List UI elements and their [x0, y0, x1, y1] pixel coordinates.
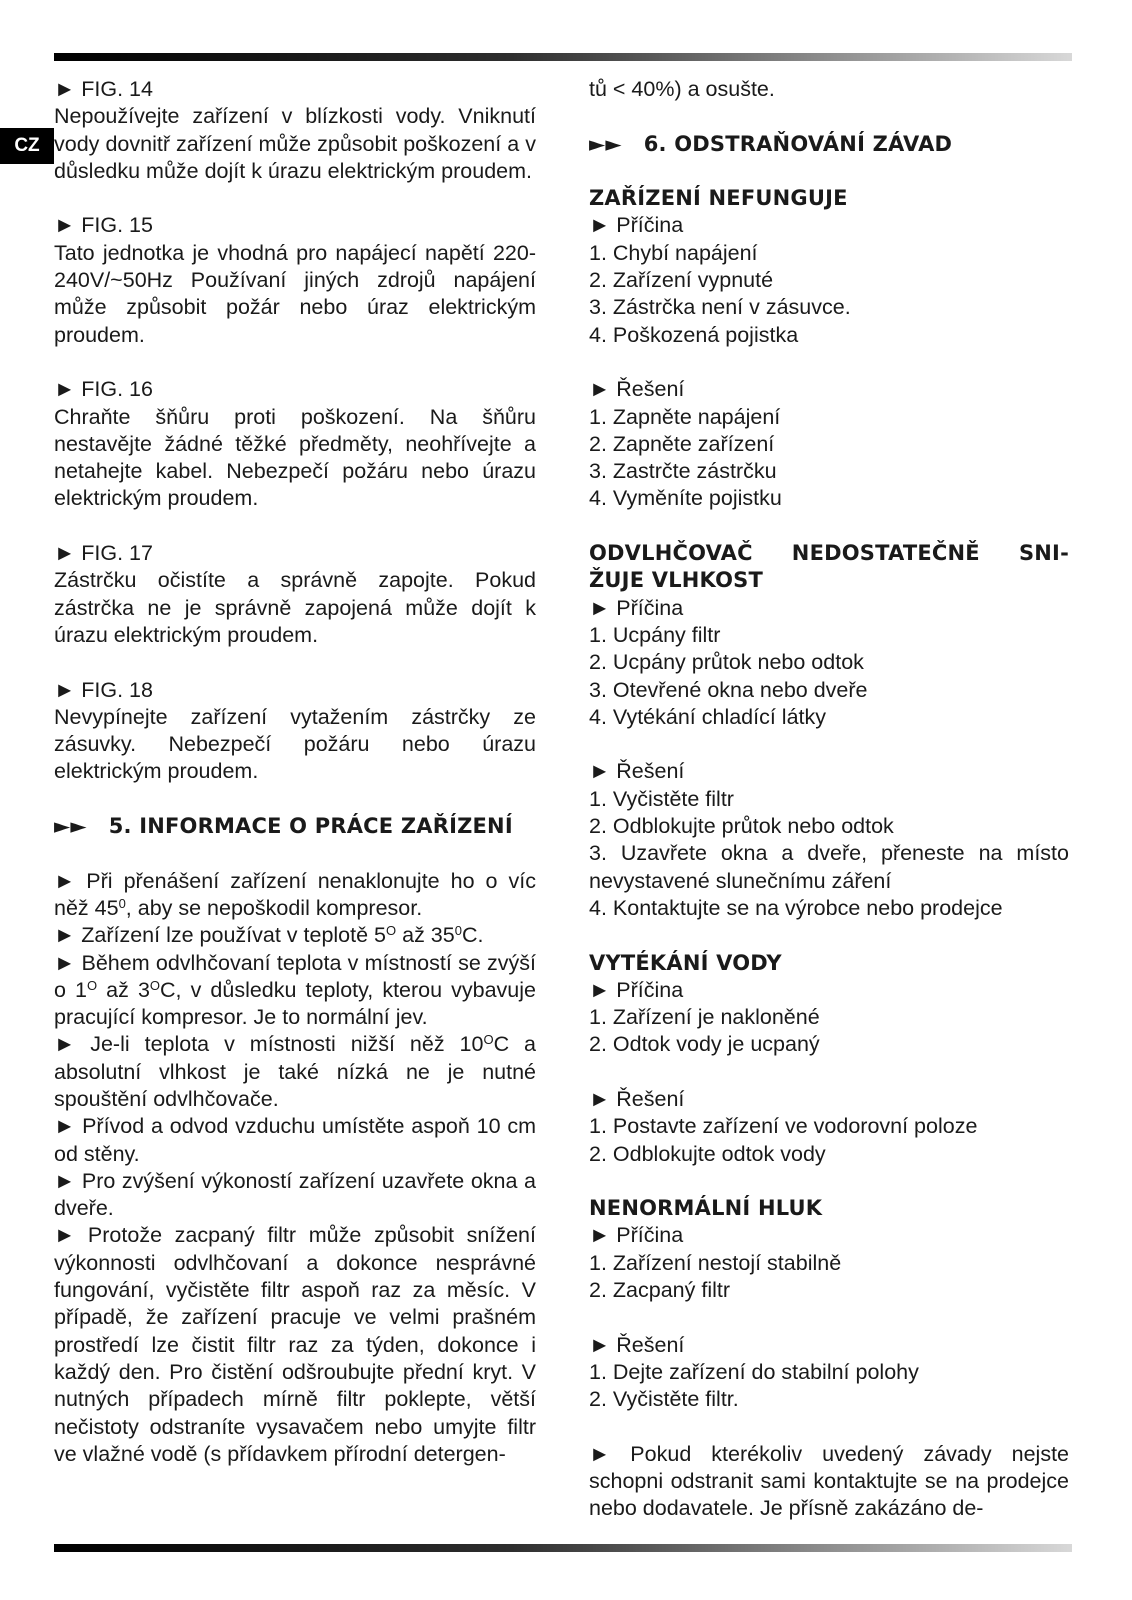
block3-fix-label: ► Řešení [589, 1086, 685, 1111]
section6-heading [589, 131, 1069, 158]
section5-arrows: ►► [54, 814, 87, 839]
right-column [589, 76, 1069, 1523]
block4-cause-item: 2. Zacpaný filtr [589, 1278, 730, 1303]
block2-cause-item: 1. Ucpány filtr [589, 622, 721, 647]
language-tab: CZ [0, 128, 54, 164]
tip-filter-cleaning: ► Protože zacpaný filtr může způsobit snížení výkonnosti odvlhčovaní a dokonce nesprávné fungování, vyčistěte filtr aspoň raz za měsíc. V případě, že zařízení pracuje ve velmi prašném prostředí lze čistit filtr raz za týden, dokonce i každý den. Pro čistění odšroubujte přední kryt. V nutných případech mírně filtr poklepte, větší nečistoty odstraníte vysavačem nebo umyjte filtr ve vlažné vodě (s přídavkem přírodní detergen- [54, 1223, 536, 1466]
section6-title: 6. ODSTRAŇOVÁNÍ ZÁVAD [643, 131, 953, 156]
bottom-rule [54, 1544, 1072, 1552]
fig16-text: Chraňte šňůru proti poškození. Na šňůru nestavějte žádné těžké předměty, neohřívejte a netahejte kabel. Nebezpečí požáru nebo úrazu elektrickým proudem. [54, 404, 536, 511]
block2-fix-item: 2. Odblokujte průtok nebo odtok [589, 814, 894, 839]
fig17-text: Zástrčku očistíte a správně zapojte. Pokud zástrčka ne je správně zapojená může dojít k úrazu elektrickým proudem. [54, 568, 536, 647]
block3-cause-item: 1. Zařízení je nakloněné [589, 1005, 820, 1030]
block2-cause-item: 3. Otevřené okna nebo dveře [589, 677, 868, 702]
block1-fix-item: 3. Zastrčte zástrčku [589, 459, 777, 484]
block1-fix-item: 4. Vyměníte pojistku [589, 486, 782, 511]
block3-fix-item: 2. Odblokujte odtok vody [589, 1141, 826, 1166]
left-column [54, 76, 536, 1468]
fig18-text: Nevypínejte zařízení vytažením zástrčky ze zásuvky. Nebezpečí požáru nebo úrazu elektrickým proudem. [54, 704, 536, 784]
tip-low-temperature: ► Je-li teplota v místnosti nižší něž $10^OC$ a absolutní vlhkost je také nízká ne je nutné spouštění odvlhčovače. [54, 1032, 536, 1111]
block2-cause-label: ► Příčina [589, 595, 684, 620]
tip-close-windows: ► Pro zvýšení výkoností zařízení uzavřete okna a dveře. [54, 1168, 536, 1221]
tip-transport: ► Při přenášení zařízení nenaklonujte ho o víc něž $45^0$, aby se nepoškodil kompresor. [54, 868, 536, 920]
block2-cause-item: 4. Vytékání chladící látky [589, 704, 827, 729]
block1-cause-item: 3. Zástrčka není v zásuvce. [589, 295, 851, 320]
block2-cause-item: 2. Ucpány průtok nebo odtok [589, 650, 864, 675]
fig16-label: ► FIG. 16 [54, 377, 153, 402]
block4-fix-item: 2. Vyčistěte filtr. [589, 1387, 739, 1412]
tip-temperature: ► Zařízení lze používat v teplotě $5^O$ až $35^0C$. [54, 923, 484, 948]
tip-room-warming: ► Během odvlhčovaní teplota v místností se zvýší o $1^O$ až $3^OC$, v důsledku teploty, kterou vybavuje pracující kompresor. Je to normální jev. [54, 950, 536, 1030]
tip-air-inlet: ► Přívod a odvod vzduchu umístěte aspoň 10 cm od stěny. [54, 1114, 536, 1166]
block1-cause-item: 4. Poškozená pojistka [589, 322, 799, 347]
block3-cause-item: 2. Odtok vody je ucpaný [589, 1032, 820, 1057]
section5-title: 5. INFORMACE O PRÁCE ZAŘÍZENÍ [108, 814, 513, 839]
block1-title: ZAŘÍZENÍ NEFUNGUJE [589, 186, 848, 211]
block2-fix-item: 4. Kontaktujte se na výrobce nebo prodejce [589, 895, 1003, 920]
section6-arrows: ►► [589, 131, 622, 156]
fig14-label: ► FIG. 14 [54, 77, 153, 101]
block3-fix-item: 1. Postavte zařízení ve vodorovní poloze [589, 1114, 978, 1139]
top-rule [54, 53, 1072, 61]
block1-cause-item: 1. Chybí napájení [589, 240, 758, 265]
continuation-text: tů < 40%) a osušte. [589, 77, 775, 101]
closing-note: ► Pokud kterékoliv uvedený závady nejste schopni odstranit sami kontaktujte se na prodejce nebo dodavatele. Je přísně zakázáno de- [589, 1441, 1069, 1521]
block2-title-line1: ODVLHČOVAČ NEDOSTATEČNĚ SNI- [589, 541, 1069, 566]
block2-fix-label: ► Řešení [589, 759, 685, 784]
block4-fix-item: 1. Dejte zařízení do stabilní polohy [589, 1359, 919, 1384]
fig14-text: Nepoužívejte zařízení v blízkosti vody. Vniknutí vody dovnitř zařízení může způsobit poškození a v důsledku může dojít k úrazu elektrickým proudem. [54, 104, 536, 183]
fig15-text: Tato jednotka je vhodná pro napájecí napětí 220-240V/~50Hz Používaní jiných zdrojů napájení může způsobit požár nebo úraz elektrickým proudem. [54, 240, 536, 347]
block3-cause-label: ► Příčina [589, 977, 684, 1002]
block2-fix-item: 3. Uzavřete okna a dveře, přeneste na místo nevystavené slunečnímu záření [589, 841, 1069, 893]
block1-cause-label: ► Příčina [589, 213, 684, 238]
fig18-label: ► FIG. 18 [54, 677, 153, 702]
fig15-label: ► FIG. 15 [54, 213, 153, 238]
block1-fix-label: ► Řešení [589, 377, 685, 402]
block4-cause-label: ► Příčina [589, 1223, 684, 1248]
block2-title-line2: ŽUJE VLHKOST [589, 568, 763, 593]
fig17-label: ► FIG. 17 [54, 541, 153, 566]
block3-title: VYTÉKÁNÍ VODY [589, 950, 782, 975]
block2-fix-item: 1. Vyčistěte filtr [589, 786, 734, 811]
block1-cause-item: 2. Zařízení vypnuté [589, 268, 774, 293]
block1-fix-item: 2. Zapněte zařízení [589, 431, 775, 456]
section5-heading [54, 813, 536, 840]
block4-title: NENORMÁLNÍ HLUK [589, 1196, 823, 1221]
block4-cause-item: 1. Zařízení nestojí stabilně [589, 1250, 842, 1275]
block4-fix-label: ► Řešení [589, 1332, 685, 1357]
block1-fix-item: 1. Zapněte napájení [589, 404, 781, 429]
